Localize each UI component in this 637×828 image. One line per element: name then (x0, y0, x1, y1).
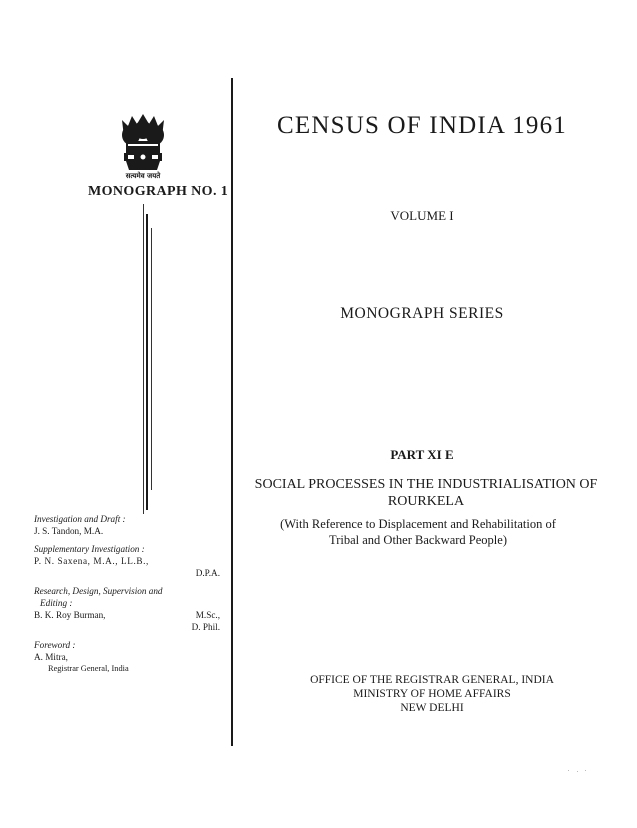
credit-name-row (34, 609, 232, 621)
emblem-caption: सत्यमेव जयते (125, 172, 161, 180)
decorative-rule (143, 204, 144, 514)
office-address (252, 673, 612, 715)
credit-degree: M.Sc., (195, 610, 220, 620)
credit-label: Foreword : (34, 640, 76, 650)
decorative-rule (151, 228, 152, 490)
credits-block (34, 513, 232, 681)
credit-label: Research, Design, Supervision and (34, 586, 163, 596)
subject-line: ROURKELA (387, 494, 465, 509)
credit-investigation (34, 513, 232, 537)
credit-name-degree: D.P.A. (195, 568, 220, 578)
credit-research (34, 585, 232, 633)
subject-heading (236, 476, 616, 510)
part-label: PART XI E (390, 447, 454, 462)
credit-foreword (34, 639, 232, 675)
office-line: OFFICE OF THE REGISTRAR GENERAL, INDIA (310, 674, 554, 686)
credit-degree: D. Phil. (191, 622, 220, 632)
credit-supplementary (34, 543, 232, 579)
office-line: MINISTRY OF HOME AFFAIRS (353, 688, 511, 700)
credit-label: Investigation and Draft : (34, 514, 126, 524)
credit-name: P. N. Saxena, M.A., LL.B., (34, 556, 149, 566)
series-label: MONOGRAPH SERIES (340, 305, 504, 322)
credit-name: J. S. Tandon, M.A. (34, 526, 104, 536)
reference-note (243, 516, 593, 548)
scan-speckle (568, 770, 592, 772)
credit-label: Editing : (40, 598, 73, 608)
credit-title: Registrar General, India (48, 664, 129, 673)
monograph-number: MONOGRAPH NO. 1 (88, 184, 229, 199)
credit-name: A. Mitra, (34, 652, 68, 662)
credit-label: Supplementary Investigation : (34, 544, 145, 554)
page-title: CENSUS OF INDIA 1961 (276, 112, 567, 139)
credit-name: B. K. Roy Burman, (34, 610, 106, 620)
decorative-rule (146, 214, 148, 510)
subject-line: SOCIAL PROCESSES IN THE INDUSTRIALISATION OF (254, 477, 598, 492)
volume-label: VOLUME I (390, 208, 454, 223)
office-line: NEW DELHI (400, 702, 464, 714)
reference-line: Tribal and Other Backward People) (329, 533, 507, 547)
reference-line: (With Reference to Displacement and Rehabilitation of (280, 517, 556, 531)
